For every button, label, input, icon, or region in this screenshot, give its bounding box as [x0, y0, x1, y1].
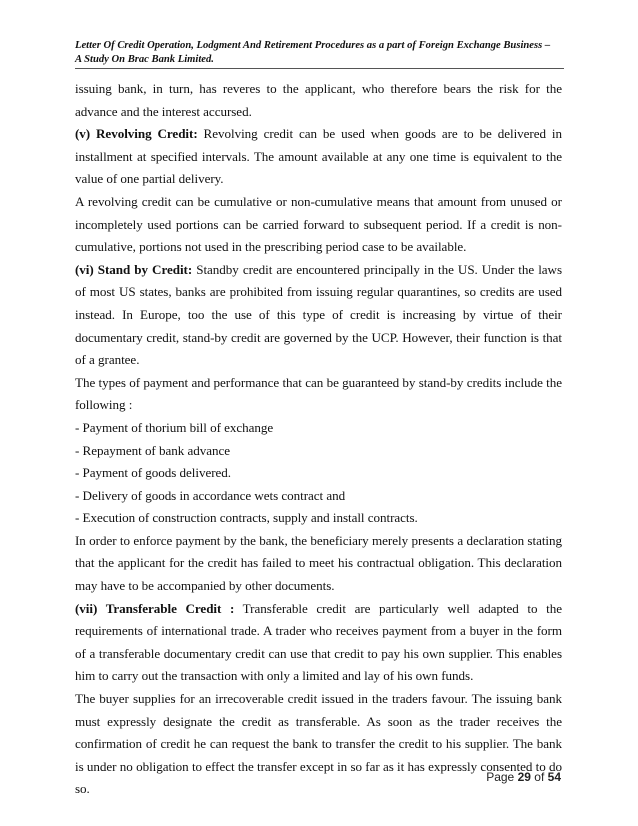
paragraph-text: - Payment of goods delivered. [75, 465, 232, 481]
list-item [75, 462, 562, 485]
running-header [75, 39, 567, 67]
paragraph [75, 530, 562, 598]
list-item [75, 440, 562, 463]
paragraph-text: - Delivery of goods in accordance wets contract and [75, 487, 346, 503]
paragraph [75, 191, 562, 259]
section-label: (v) Revolving Credit: [75, 126, 198, 142]
section-label: (vii) Transferable Credit : [75, 600, 235, 616]
paragraph [75, 259, 562, 372]
list-item [75, 507, 562, 530]
paragraph [75, 372, 562, 417]
paragraph-text: - Payment of thorium bill of exchange [75, 419, 274, 435]
paragraph-text: In order to enforce payment by the bank, the beneficiary merely presents a declaration stating that the applicant for the credit has failed to meet his contractual obligation. This declaration may have to be accompanied by other documents. [75, 532, 562, 594]
page-label: Page [486, 770, 515, 784]
body-text [75, 78, 562, 801]
paragraph-text: Standby credit are encountered principally in the US. Under the laws of most US states, banks are prohibited from issuing regular quarantines, so credits are used instead. In Europe, too the use of this type of credit is increasing by virtue of their documentary credit, stand-by credit are governed by the UCP. However, their function is that of a grantee. [75, 261, 562, 368]
paragraph [75, 123, 562, 191]
paragraph-text: Revolving credit can be used when goods are to be delivered in installment at specified intervals. The amount available at any one time is equivalent to the value of one partial delivery. [75, 126, 562, 187]
page-total: 54 [547, 770, 561, 784]
paragraph [75, 78, 562, 123]
paragraph-text: The types of payment and performance that can be guaranteed by stand-by credits include the following : [75, 374, 562, 413]
list-item [75, 485, 562, 508]
list-item [75, 417, 562, 440]
header-divider [75, 68, 564, 69]
paragraph-text: Transferable credit are particularly well adapted to the requirements of international trade. A trader who receives payment from a buyer in the form of a transferable documentary credit can use that credit to pay his own supplier. This enables him to carry out the transaction with only a limited and lay of his own funds. [75, 600, 562, 684]
page-number: 29 [517, 770, 531, 784]
paragraph-text: - Repayment of bank advance [75, 442, 230, 458]
page-footer [486, 770, 561, 784]
header-line-2: A Study On Brac Bank Limited. [75, 54, 214, 65]
page-of-label: of [534, 770, 545, 784]
paragraph-text: The buyer supplies for an irrecoverable credit issued in the traders favour. The issuing bank must expressly designate the credit as transferable. As soon as the trader receives the confirmation of credit he can request the bank to transfer the credit to his supplier. The bank is under no obligation to effect the transfer except in so far as it has expressly consented to do so. [75, 691, 562, 797]
paragraph-text: - Execution of construction contracts, supply and install contracts. [75, 510, 418, 526]
paragraph-text: A revolving credit can be cumulative or non-cumulative means that amount from unused or incompletely used portions can be carried forward to subsequent period. If a credit is non-cumulative, portions not used in the prescribing period case to be available. [75, 193, 562, 255]
paragraph [75, 688, 562, 801]
section-label: (vi) Stand by Credit: [75, 261, 193, 277]
header-line-1: Letter Of Credit Operation, Lodgment And Retirement Procedures as a part of Foreign Exchange Business – [75, 40, 551, 51]
paragraph-text: issuing bank, in turn, has reveres to the applicant, who therefore bears the risk for the advance and the interest accursed. [75, 81, 562, 119]
paragraph [75, 598, 562, 688]
